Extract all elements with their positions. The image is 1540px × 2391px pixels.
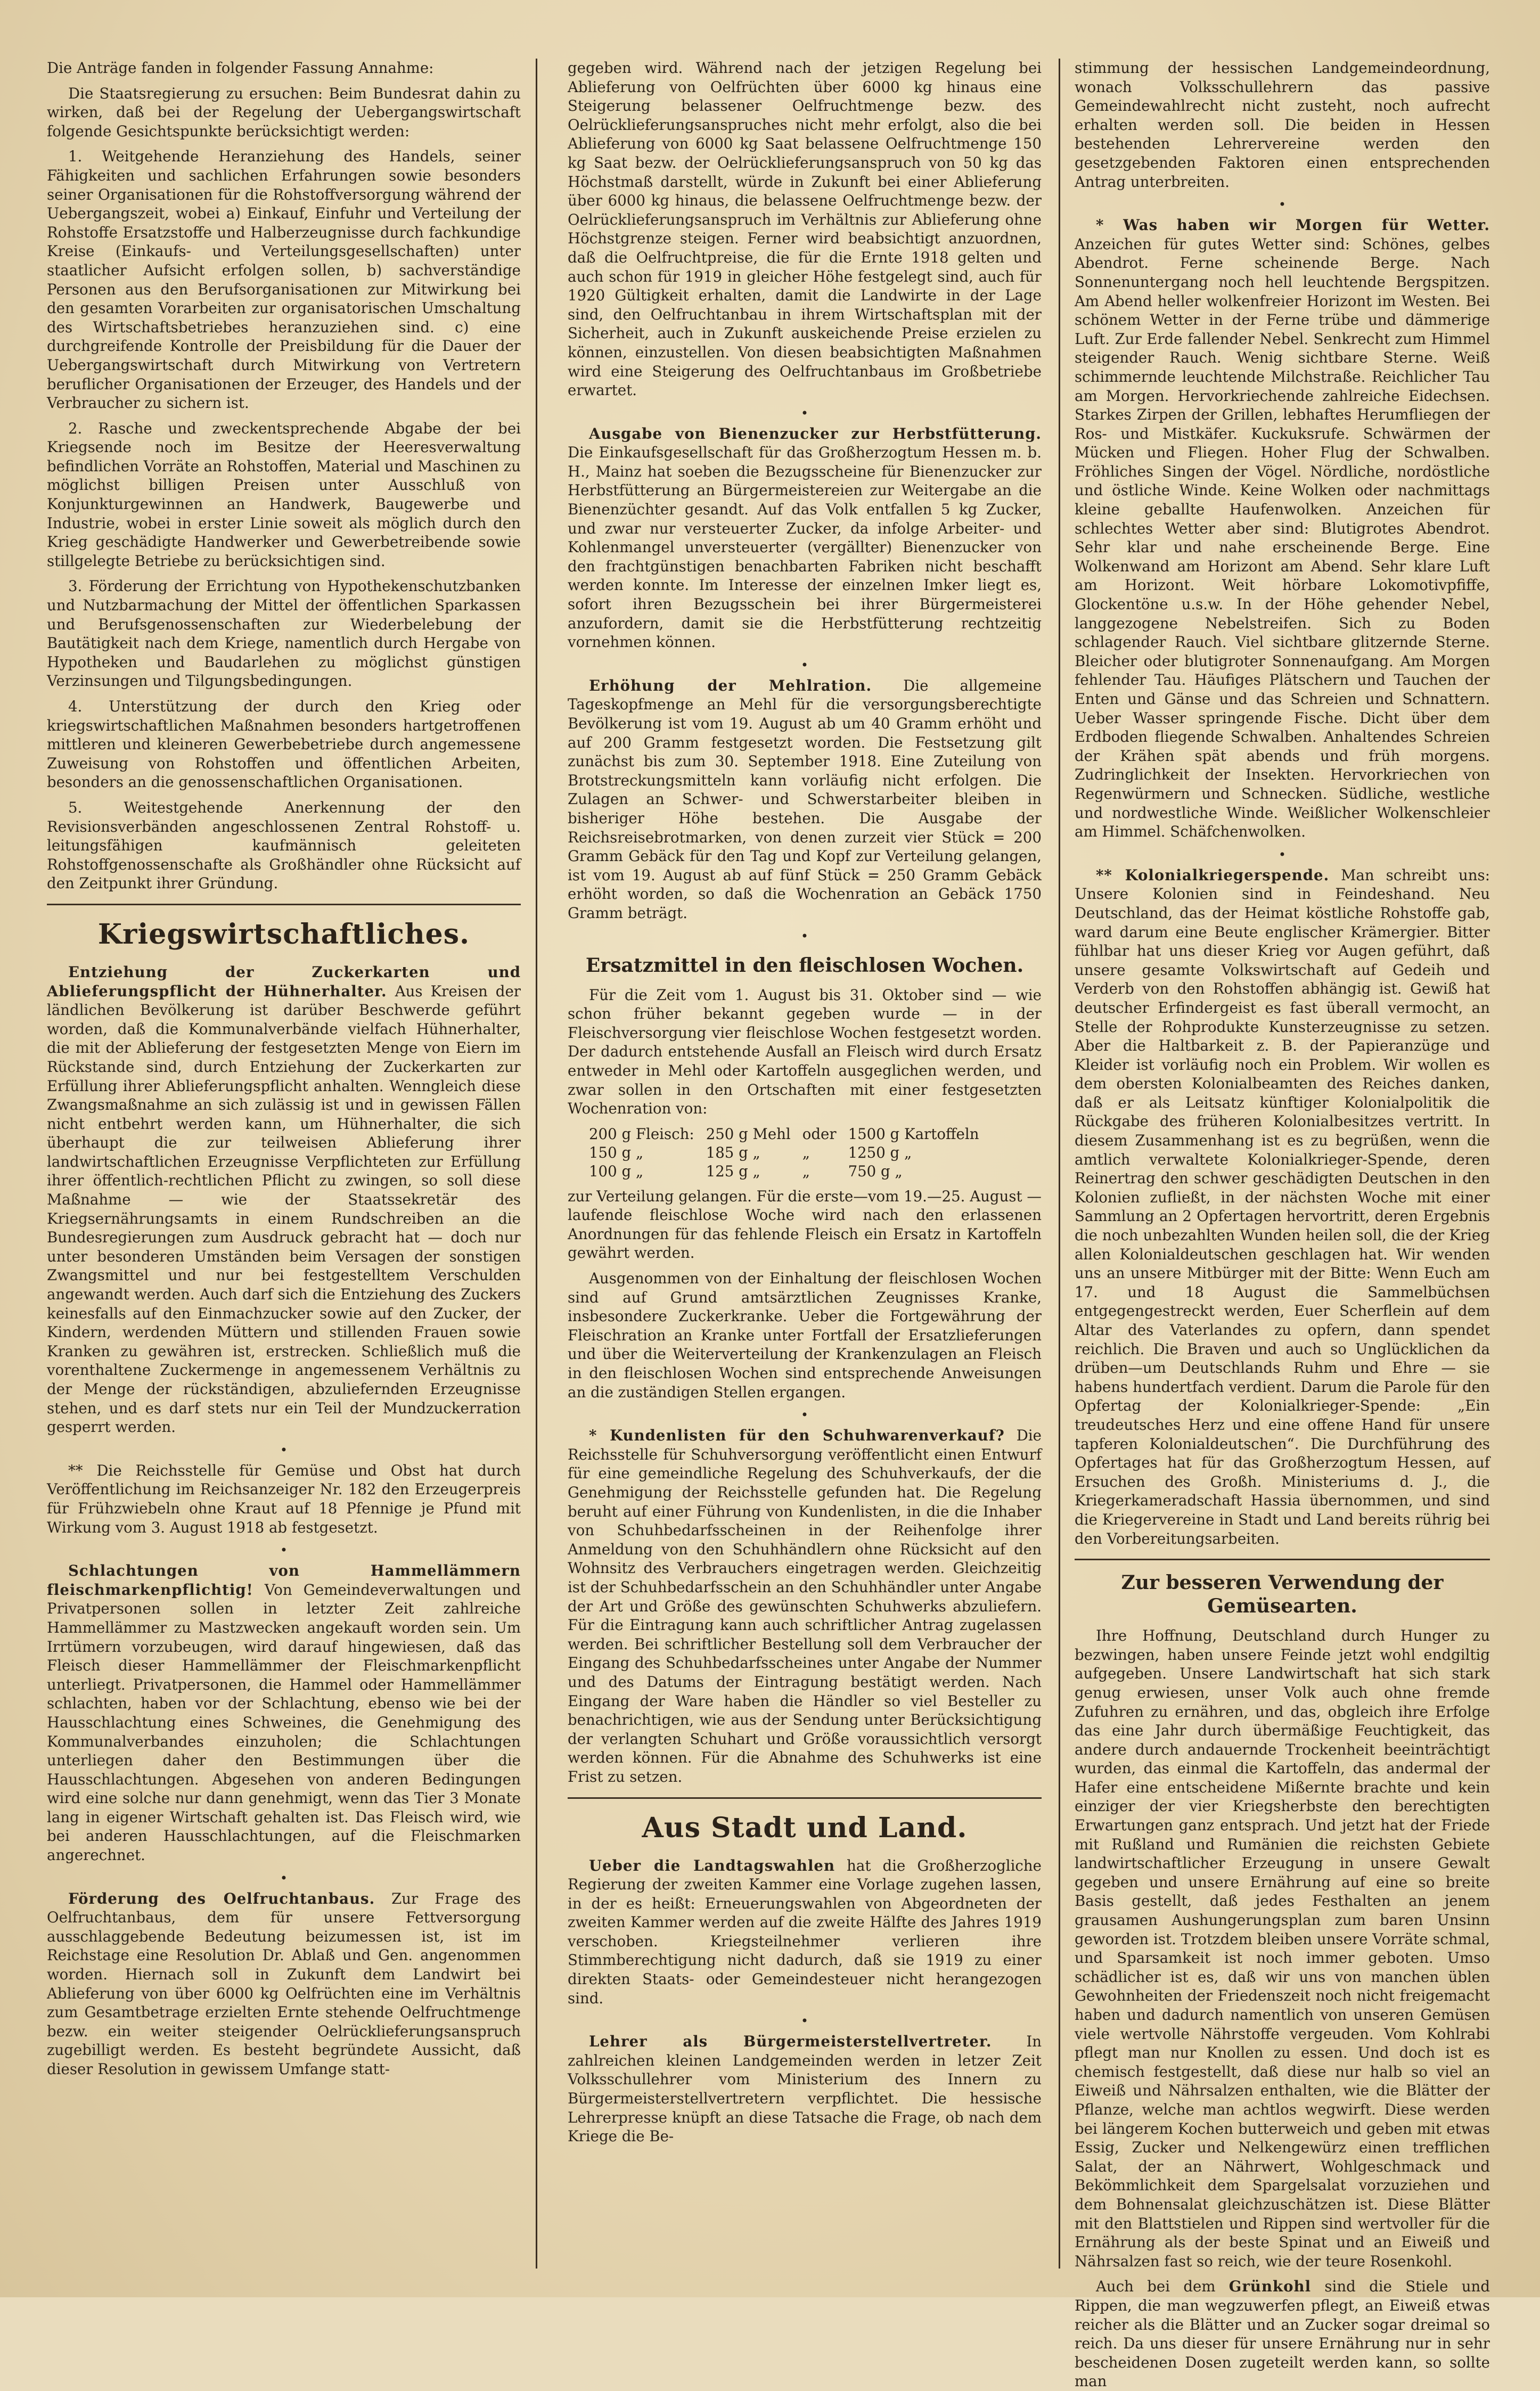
article-heading: Zur besseren Verwendung der Gemüsearten. (1121, 1571, 1444, 1618)
article-headline: * Kundenlisten für den Schuhwarenverkauf? (589, 1427, 1005, 1445)
separator-mark: • (1278, 847, 1287, 862)
article (568, 2032, 1042, 2146)
section-divider (1075, 1559, 1490, 1560)
table-row (589, 1143, 990, 1162)
separator-mark: • (1278, 197, 1287, 212)
section-heading: Aus Stadt und Land. (642, 1811, 968, 1844)
section-heading: Kriegswirtschaftliches. (97, 918, 470, 951)
column-1 (47, 59, 521, 2274)
article (1075, 866, 1490, 1548)
article (47, 963, 521, 1437)
table-cell: oder (802, 1125, 837, 1143)
article (47, 1889, 521, 2079)
separator-mark: • (800, 405, 809, 421)
table-cell: 200 g Fleisch: (589, 1125, 694, 1143)
separator-mark: • (280, 1442, 288, 1457)
separator-mark: • (800, 2013, 809, 2029)
article-headline: Schlachtungen von Hammellämmern fleischmarkenpflichtig! (47, 1562, 521, 1599)
article-headline: Erhöhung der Mehlration. (589, 676, 872, 694)
numbered-item-2: 2. Rasche und zweckentsprechende Abgabe der bei Kriegsende noch im Besitze der Heeresverwaltung befindlichen Vorräte an Rohstoffen, Material und Maschinen zu möglichst billigen Preisen unter Ausschluß von Konjunkturgewinnen an Handwerk, Baugewerbe und Industrie, wobei in erster Linie soweit als möglich durch den Krieg geschädigte Handwerker und Gewerbetreibende sowie stillgelegte Betriebe zu berücksichtigen sind. (47, 419, 521, 570)
table-cell: 125 g „ (706, 1162, 760, 1180)
column-2 (568, 59, 1042, 2274)
table-row (589, 1162, 990, 1181)
article (568, 1856, 1042, 2008)
separator-mark: • (800, 1407, 809, 1423)
article-body: Die allgemeine Tageskopfmenge an Mehl für die versorgungsberechtigte Bevölkerung ist vom 19. August ab um 40 Gramm erhöht und auf 200 Gramm festgesetzt worden. Die Festsetzung gilt zunächst bis zum 30. September 1918. Eine Zuteilung von Brotstreckungsmitteln kann vorläufig nicht erfolgen. Die Zulagen an Schwer- und Schwerstarbeiter bleiben in bisheriger Höhe bestehen. Die Ausgabe der Reichsreisebrotmarken, von denen zurzeit vier Stück = 200 Gramm Gebäck für den Tag und Kopf zur Verteilung gelangen, ist vom 19. August ab auf fünf Stück = 250 Gramm Gebäck erhöht worden, so daß die Wochenration an Gebäck 1750 Gramm beträgt. (568, 676, 1042, 922)
separator-mark: • (800, 928, 809, 944)
separator-mark: • (280, 1870, 288, 1886)
numbered-item-1: 1. Weitgehende Heranziehung des Handels, seiner Fähigkeiten und sachlichen Erfahrungen sowie besonders seiner Organisationen für die Rohstoffversorgung während der Uebergangszeit, wobei a) Einkauf, Einfuhr und Verteilung der Rohstoffe Ersatzstoffe und Halberzeugnisse durch fachkundige Kreise (Einkaufs- und Verteilungsgesellschaften) unter staatlicher Aufsicht erfolgen sollen, b) sachverständige Personen aus den Berufsorganisationen zur Mitwirkung bei den gesamten Vorarbeiten zur organisatorischen Umschaltung des Wirtschaftsbetriebes heranzuziehen sind. c) eine durchgreifende Kontrolle der Preisbildung für die Dauer der Uebergangswirtschaft durch Mitwirkung von Vertretern beruflicher Organisationen der Erzeuger, des Handels und der Verbraucher zu sichern ist. (47, 148, 521, 412)
article (568, 1426, 1042, 1786)
article (1075, 216, 1490, 841)
article-body-start: Auch bei dem (1096, 2278, 1229, 2296)
section-divider (568, 1797, 1042, 1799)
article-headline: * Was haben wir Morgen für Wetter. (1096, 216, 1490, 234)
article-heading: Ersatzmittel in den fleischlosen Wochen. (585, 954, 1024, 977)
article-body: ** Die Reichsstelle für Gemüse und Obst hat durch Veröffentlichung im Reichsanzeiger Nr. 182 den Erzeugerpreis für Frühzwiebeln ohne Kraut auf 18 Pfennige je Pfund mit Wirkung vom 3. August 1918 ab festgesetzt. (47, 1461, 521, 1536)
article-headline: Förderung des Oelfruchtanbaus. (68, 1889, 375, 1907)
article-body: gegeben wird. Während nach der jetzigen Regelung bei Ablieferung von Oelfrüchten über 6000 kg hinaus eine Steigerung belassener Oelfruchtmenge bezw. des Oelrücklieferungsanspruches nicht mehr erfolgt, also die bei Ablieferung von 6000 kg Saat belassene Oelfruchtmenge 150 kg Saat bezw. der Oelrücklieferungsanspruch von 50 kg das Höchstmaß darstellt, würde in Zukunft bei einer Ablieferung über 6000 kg hinaus, die belassene Oelfruchtmenge bezw. der Oelrücklieferungsanspruch im Verhältnis zur Ablieferung ohne Höchstgrenze steigen. Ferner wird beabsichtigt anzuordnen, daß die Oelfruchtpreise, die für die Ernte 1918 gelten und auch schon für 1919 in gleicher Höhe festgelegt sind, auch für 1920 Gültigkeit erhalten, damit die Landwirte in der Lage sind, den Oelfruchtanbau in ihrem Wirtschaftsplan mit der Sicherheit, auch in Zukunft auskeichende Preise erzielen zu können, einzustellen. Von diesen beabsichtigten Maßnahmen wird eine Steigerung des Oelfruchtanbaus im Großbetriebe erwartet. (568, 59, 1042, 399)
column-rule (536, 59, 537, 2269)
article-body: Zur Frage des Oelfruchtanbaus, dem für unsere Fettversorgung ausschlaggebende Bedeutung beizumessen ist, ist im Reichstage eine Resolution Dr. Ablaß und Gen. angenommen worden. Hiernach soll in Zukunft dem Landwirt bei Ablieferung von über 6000 kg Oelfrüchten eine im Verhältnis zum Gesamtbetrage erzielten Ernte stehende Oelfruchtmenge bezw. ein weiter steigender Oelrücklieferungsanspruch zugebilligt werden. Es besteht begründete Aussicht, daß dieser Resolution in gewissem Umfange statt- (47, 1889, 521, 2078)
article-body: hat die Großherzogliche Regierung der zweiten Kammer eine Vorlage zugehen lassen, in der es heißt: Erneuerungswahlen von Abgeordneten der zweiten Kammer werden auf die zweite Hälfte des Jahres 1919 verschoben. Kriegsteilnehmer verlieren ihre Stimmberechtigung nicht dadurch, daß sie 1919 zu einer direkten Staats- oder Gemeindesteuer nicht herangezogen sind. (568, 1856, 1042, 2007)
table-cell: 750 g „ (848, 1162, 903, 1180)
table-cell: „ (802, 1143, 810, 1161)
article-keyword: Grünkohl (1228, 2278, 1312, 2296)
article-body: Ihre Hoffnung, Deutschland durch Hunger zu bezwingen, haben unsere Feinde jetzt wohl endgiltig aufgegeben. Unsere Landwirtschaft hat sich stark genug erwiesen, unser Volk auch ohne fremde Zufuhren zu ernähren, und das, obgleich ihre Erfolge das eine Jahr durch übermäßige Feuchtigkeit, das andere durch andauernde Trockenheit beeinträchtigt wurden, das einmal die Kartoffeln, das andermal der Hafer eine entscheidene Mißernte brachte und kein einziger der vier Kriegsherbste den berechtigten Erwartungen ganz entsprach. Und jetzt hat der Friede mit Rußland und Rumänien die reichsten Gebiete landwirtschaftlicher Erzeugung in unsere Gewalt gegeben und unsere Ernährung auf eine so breite Basis gestellt, daß jedes Festhalten an jenem grausamen Aushungerungsplan zum baren Unsinn geworden ist. Trotzdem bleiben unsere Vorräte schmal, und Sparsamkeit ist noch immer geboten. Umso schädlicher ist es, daß wir uns von manchen üblen Gewohnheiten der Friedenszeit noch nicht freigemacht haben und dadurch namentlich von unseren Gemüsen viele wertvolle Nährstoffe vergeuden. Vom Kohlrabi pflegt man nur Knollen zu essen. Und doch ist es chemisch festgestellt, daß diese nur halb so viel an Eiweiß und Nährsalzen enthalten, wie die Blätter der Pflanze, welche man achtlos wegwirft. Diese werden bei längerem Kochen butterweich und geben mit etwas Essig, Zucker und Nelkengewürz einen trefflichen Salat, der an Nährwert, Wohlgeschmack und Bekömmlichkeit dem Spargelsalat vorzuziehen und dem Bohnensalat gleichzuschätzen ist. Diese Blätter mit den Blattstielen und Rippen sind wertvoller für die Ernährung als der beste Spinat und an Eiweiß und Nährsalzen fast so reich, wie der teure Rosenkohl. (1075, 1627, 1490, 2270)
article (568, 424, 1042, 652)
article-body: Man schreibt uns: Unsere Kolonien sind in Feindeshand. Neu Deutschland, das der Heimat köstliche Rohstoffe gab, ward darum eine Beute englischer Krämergier. Bitter fühlbar hat uns dieser Krieg vor Augen geführt, daß unsere gesamte Volkswirtschaft auf Gedeih und Verderb von den Rohstoffen abhängig ist. Gewiß hat deutscher Erfindergeist es fast überall vermocht, an Stelle der Rohprodukte Kunsterzeugnisse zu setzen. Aber die Haltbarkeit z. B. der Papieranzüge und Kleider ist vorläufig noch ein Problem. Wir wollen es dem obersten Kolonialbeamten des Reiches danken, daß er als Leitsatz künftiger Kolonialpolitik die Rückgabe des früheren Kolonialbesitzes vertritt. In diesem Zusammenhang ist es zu begrüßen, wenn die amtlich verwaltete Kolonialkrieger-Spende, deren Reinertrag den schwer geschädigten Deutschen in den Kolonien zufließt, in der nächsten Woche mit einer Sammlung an 2 Opfertagen hervortritt, deren Ergebnis die noch unbezahlten Wunden heilen soll, die der Krieg allen Kolonialdeutschen geschlagen hat. Wir wenden uns an unsere Mitbürger mit der Bitte: Wenn Euch am 17. und 18 August die Sammelbüchsen entgegengestreckt werden, Euer Scherflein auf dem Altar des Vaterlandes zu opfern, dann spendet reichlich. Die Braven und auch so Unglücklichen da drüben—um Deutschlands Ruhm und Ehre — sie habens hundertfach verdient. Darum die Parole für den Opfertag der Kolonialkrieger-Spende: „Ein treudeutsches Herz und eine offene Hand für unsere tapferen Kolonialdeutschen“. Die Durchführung des Opfertages hat für das Großherzogtum Hessen, auf Ersuchen des Großh. Ministeriums d. J., die Kriegerkameradschaft Hassia übernommen, und sind die Kriegervereine in Stadt und Land bereits rührig bei den Vorbereitungsarbeiten. (1075, 866, 1490, 1547)
article-body: stimmung der hessischen Landgemeindeordnung, wonach Volksschullehrern das passive Gemeindewahlrecht nicht zusteht, noch aufrecht erhalten werden soll. Die beiden in Hessen bestehenden Lehrervereine werden den gesetzgebenden Faktoren einen entsprechenden Antrag unterbreiten. (1075, 59, 1490, 191)
table-cell: 185 g „ (706, 1143, 760, 1161)
article-body: Ausgenommen von der Einhaltung der fleischlosen Wochen sind auf Grund amtsärztlichen Zeugnisses Kranke, insbesondere Zuckerkranke. Ueber die Fortgewährung der Fleischration an Kranke unter Fortfall der Ersatzlieferungen und über die Weiterverteilung der Krankenzulagen an Fleisch in den fleischlosen Wochen sind entsprechende Anweisungen an die zuständigen Stellen ergangen. (568, 1270, 1042, 1401)
article-headline: ** Kolonialkriegerspende. (1096, 866, 1330, 884)
article-body: Die Reichsstelle für Schuhversorgung veröffentlicht einen Entwurf für eine gemeindliche Regelung des Schuhverkaufs, der die Genehmigung der Reichsstelle gefunden hat. Die Regelung beruht auf einer Führung von Kundenlisten, in die die Inhaber von Schuhbedarfsscheinen in der Reihenfolge ihrer Anmeldung von den Schuhhändlern ohne Rücksicht auf den Wohnsitz des Verbrauchers eingetragen werden. Gleichzeitig ist der Schuhbedarfsschein an den Schuhhändler unter Angabe der Art und Größe des gewünschten Schuhwerks abzuliefern. Für die Eintragung kann auch schriftlicher Antrag zugelassen werden. Bei schriftlicher Bestellung soll dem Verbraucher der Eingang des Schuhbedarfsscheines unter Angabe der Nummer und des Datums der Eintragung bestätigt werden. Nach Eingang der Ware haben die Händler so viel Besteller zu benachrichtigen, wie aus der Sendung unter Berücksichtigung der verlangten Schuhart und Größe voraussichtlich versorgt werden können. Für die Abnahme des Schuhwerks ist eine Frist zu setzen. (568, 1427, 1042, 1786)
article-body: In zahlreichen kleinen Landgemeinden werden in letzer Zeit Volksschullehrer vom Ministerium des Innern zu Bürgermeisterstellvertretern verpflichtet. Die hessische Lehrerpresse knüpft an diese Tatsache die Frage, ob nach dem Kriege die Be- (568, 2033, 1042, 2146)
table-cell: 100 g „ (589, 1162, 644, 1180)
article-body-rest: sind die Stiele und Rippen, die man wegzuwerfen pflegt, an Eiweiß etwas reicher als die Blätter und an Zucker sogar dreimal so reich. Da uns dieser für unsere Ernährung nur in sehr bescheidenen Dosen zugeteilt werden kann, so sollte man (1075, 2278, 1490, 2390)
article-headline: Lehrer als Bürgermeisterstellvertreter. (589, 2033, 992, 2051)
column-rule (1059, 59, 1060, 2269)
article-body: Für die Zeit vom 1. August bis 31. Oktober sind — wie schon früher bekannt gegeben wurde — in der Fleischversorgung vier fleischlose Wochen festgesetzt worden. Der dadurch entstehende Ausfall an Fleisch wird durch Ersatz entweder in Mehl oder Kartoffeln ausgeglichen werden, und zwar sollen in den Ortschaften mit einer festgesetzten Wochenration von: (568, 986, 1042, 1118)
separator-mark: • (800, 657, 809, 673)
table-cell: „ (802, 1162, 810, 1180)
table-cell: 150 g „ (589, 1143, 644, 1161)
table-cell: 1250 g „ (848, 1143, 912, 1161)
separator-mark: • (280, 1543, 288, 1558)
article-headline: Entziehung der Zuckerkarten und Ablieferungspflicht der Hühnerhalter. (47, 963, 521, 1000)
numbered-item-4: 4. Unterstützung der durch den Krieg oder kriegswirtschaftlichen Maßnahmen besonders hartgetroffenen mittleren und kleineren Gewerbebetriebe durch angemessene Zuweisung von Rohstoffen und öffentlichen Arbeiten, besonders an die genossenschaftlichen Organisationen. (47, 698, 521, 791)
section-divider (47, 904, 521, 905)
column-3 (1075, 59, 1490, 2390)
intro-line: Die Anträge fanden in folgender Fassung Annahme: (47, 59, 434, 77)
table-cell: 1500 g Kartoffeln (848, 1125, 979, 1143)
ration-table (589, 1125, 990, 1181)
article (47, 1561, 521, 1865)
table-row (589, 1125, 990, 1143)
article-headline: Ueber die Landtagswahlen (589, 1856, 835, 1874)
article (568, 676, 1042, 923)
article-body: Von Gemeindeverwaltungen und Privatpersonen sollen in letzter Zeit zahlreiche Hammellämmer zu Mastzwecken angekauft worden sein. Um Irrtümern vorzubeugen, wird darauf hingewiesen, daß das Fleisch dieser Hammellämmer der Fleischmarkenpflicht unterliegt. Privatpersonen, die Hammel oder Hammellämmer schlachten, haben vor der Schlachtung, ebenso wie bei der Hausschlachtung eines Schweines, die Genehmigung des Kommunalverbandes einzuholen; die Schlachtungen unterliegen daher den Bestimmungen über die Hausschlachtungen. Abgesehen von anderen Bedingungen wird eine solche nur dann genehmigt, wenn das Tier 3 Monate lang in eigener Wirtschaft gehalten ist. Das Fleisch wird, wie bei anderen Hausschlachtungen, auf die Fleischmarken angerechnet. (47, 1581, 521, 1864)
numbered-item-5: 5. Weitestgehende Anerkennung der den Revisionsverbänden angeschlossenen Zentral Rohstoff- u. leitungsfähigen kaufmännisch geleiteten Rohstoffgenossenschafte als Großhändler ohne Rücksicht auf den Zeitpunkt ihrer Gründung. (47, 798, 521, 892)
article-body: zur Verteilung gelangen. Für die erste—vom 19.—25. August — laufende fleischlose Woche wird nach den erlassenen Anordnungen für das fehlende Fleisch ein Ersatz in Kartoffeln gewährt werden. (568, 1187, 1042, 1262)
article-body: Aus Kreisen der ländlichen Bevölkerung ist darüber Beschwerde geführt worden, daß die Kommunalverbände vielfach Hühnerhalter, die mit der Ablieferung der festgesetzten Menge von Eiern im Rückstande sind, durch Entziehung der Zuckerkarten zur Erfüllung ihrer Ablieferungspflicht anhalten. Wenngleich diese Zwangsmaßnahme an sich zulässig ist und in gewissen Fällen nicht entbehrt werden kann, um Hühnerhalter, die sich überhaupt die zur teilweisen Ablieferung ihrer landwirtschaftlichen Erzeugnisse Verpflichteten zur Erfüllung ihrer öffentlich-rechtlichen Pflicht zu zwingen, so soll diese Maßnahme — wie der Staatssekretär des Kriegsernährungsamts in einem Rundschreiben an die Bundesregierungen zum Ausdruck gebracht hat — doch nur unter besonderen Umständen beim Versagen der sonstigen Zwangsmittel und nur bei festgestelltem Verschulden angewandt werden. Auch darf sich die Entziehung des Zuckers keinesfalls auf den Einmachzucker sowie auf den Zucker, der Kindern, werdenden Müttern und stillenden Frauen sowie Kranken zu gewähren ist, erstrecken. Schließlich muß die vorenthaltene Zuckermenge in angemessenem Verhältnis zu der Menge der rückständigen, abzuliefernden Erzeugnisse stehen, und es darf stets nur ein Teil der Mundzuckerration gesperrt werden. (47, 982, 521, 1436)
paragraph: Die Staatsregierung zu ersuchen: Beim Bundesrat dahin zu wirken, daß bei der Regelung der Uebergangswirtschaft folgende Gesichtspunkte berücksichtigt werden: (47, 84, 521, 140)
table-cell: 250 g Mehl (706, 1125, 791, 1143)
article-body: Die Einkaufsgesellschaft für das Großherzogtum Hessen m. b. H., Mainz hat soeben die Bezugsscheine für Bienenzucker zur Herbstfütterung an Bürgermeistereien zur Weitergabe an die Bienenzüchter gesandt. Auf das Volk entfallen 5 kg Zucker, und zwar nur versteuerter Zucker, da infolge Arbeiter- und Kohlenmangel unversteuerter (vergällter) Bienenzucker von den frachtgünstigen benachbarten Fabriken nicht beschafft werden konnte. Im Interesse der einzelnen Imker liegt es, sofort ihren Bezugsschein bei ihrer Bürgermeisterei anzufordern, damit sie die Herbstfütterung rechtzeitig vornehmen können. (568, 444, 1042, 651)
article-body: Anzeichen für gutes Wetter sind: Schönes, gelbes Abendrot. Ferne scheinende Berge. Nach Sonnenuntergang noch hell leuchtende Bergspitzen. Am Abend heller wolkenfreier Horizont im Westen. Bei schönem Wetter in der Ferne trübe und dämmerige Luft. Zur Erde fallender Nebel. Senkrecht zum Himmel steigender Rauch. Wenig sichtbare Sterne. Weiß schimmernde leuchtende Milchstraße. Reichlicher Tau am Morgen. Hervorkriechende zahlreiche Eidechsen. Starkes Zirpen der Grillen, lebhaftes Herumfliegen der Ros- und Mistkäfer. Kuckuksrufe. Schwärmen der Mücken und Fliegen. Hoher Flug der Schwalben. Fröhliches Singen der Vögel. Nördliche, nordöstliche und östliche Winde. Keine Wolken oder nachmittags kleine geballte Haufenwolken. Anzeichen für schlechtes Wetter aber sind: Blutigrotes Abendrot. Sehr klar und nahe erscheinende Berge. Eine Wolkenwand am Horizont am Abend. Sehr klare Luft am Horizont. Weit hörbare Lokomotivpfiffe, Glockentöne u.s.w. In der Höhe gehender Nebel, langgezogene Nebelstreifen. Sich zu Boden schlagender Rauch. Viel sichtbare glitzernde Sterne. Bleicher oder blutigroter Sonnenaufgang. Am Morgen fehlender Tau. Häufiges Plätschern und Tauchen der Enten und Gänse und das Schreien und Schnattern. Ueber Wasser springende Fische. Dicht über dem Erdboden fliegende Schwalben. Anhaltendes Schreien der Krähen spät abends und früh morgens. Zudringlichkeit der Insekten. Hervorkriechen von Regenwürmern und Schnecken. Südliche, westliche und nordwestliche Winde. Weißlicher Wolkenschleier am Himmel. Schäfchenwolken. (1075, 235, 1490, 841)
numbered-item-3: 3. Förderung der Errichtung von Hypothekenschutzbanken und Nutzbarmachung der Mittel der öffentlichen Sparkassen und Berufsgenossenschaften zur Wiederbelebung der Bautätigkeit nach dem Kriege, namentlich durch Hergabe von Hypotheken und Baudarlehen zu möglichst günstigen Verzinsungen und Tilgungsbedingungen. (47, 577, 521, 690)
article-body (1075, 2277, 1490, 2391)
article-headline: Ausgabe von Bienenzucker zur Herbstfütterung. (589, 424, 1042, 443)
